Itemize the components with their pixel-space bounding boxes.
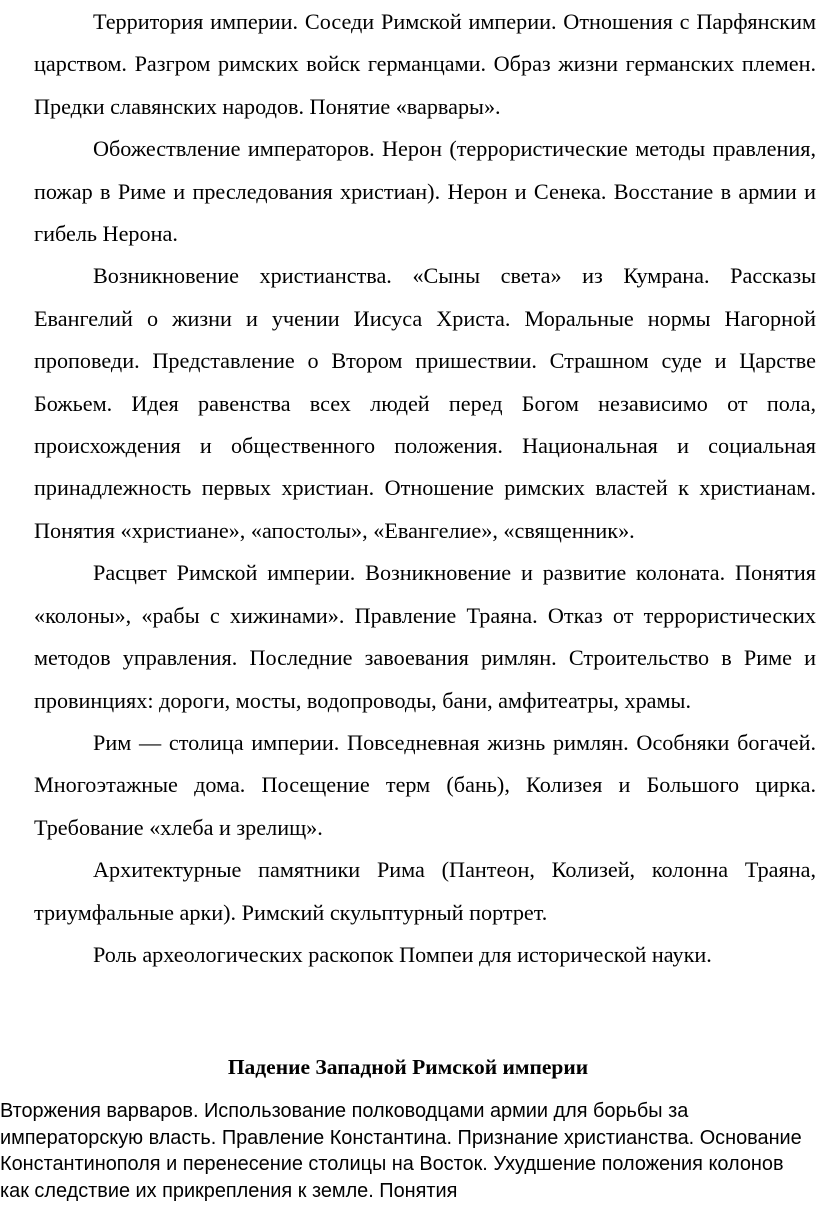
document-body <box>34 1 816 976</box>
paragraph-flourishing: Расцвет Римской империи. Возникновение и развитие колоната. Понятия «колоны», «рабы с хижинами». Правление Траяна. Отказ от террористических методов управления. Последние завоевания римлян. Строительство в Риме и провинциях: дороги, мосты, водопроводы, бани, амфитеатры, храмы. <box>34 560 816 713</box>
paragraph-christianity: Возникновение христианства. «Сыны света» из Кумрана. Рассказы Евангелий о жизни и учении Иисуса Христа. Моральные нормы Нагорной проповеди. Представление о Втором пришествии. Страшном суде и Царстве Божьем. Идея равенства всех людей перед Богом независимо от пола, происхождения и общественного положения. Национальная и социальная принадлежность первых христиан. Отношение римских властей к христианам. Понятия «христиане», «апостолы», «Евангелие», «священник». <box>34 263 816 543</box>
paragraph-barbarian-invasions: Вторжения варваров. Использование полководцами армии для борьбы за императорскую власть. Правление Константина. Признание христианства. Основание Константинополя и перенесение столицы на Восток. Ухудшение положения колонов как следствие их прикрепления к земле. Понятия <box>0 1100 802 1202</box>
paragraph-deification: Обожествление императоров. Нерон (террористические методы правления, пожар в Риме и преследования христиан). Нерон и Сенека. Восстание в армии и гибель Нерона. <box>34 136 816 247</box>
paragraph-architecture: Архитектурные памятники Рима (Пантеон, Колизей, колонна Траяна, триумфальные арки). Римский скульптурный портрет. <box>34 857 816 925</box>
paragraph-territory: Территория империи. Соседи Римской империи. Отношения с Парфянским царством. Разгром римских войск германцами. Образ жизни германских племен. Предки славянских народов. Понятие «варвары». <box>34 9 816 119</box>
paragraph-pompeii: Роль археологических раскопок Помпеи для исторической науки. <box>93 941 712 967</box>
paragraph-rome-capital: Рим — столица империи. Повседневная жизнь римлян. Особняки богачей. Многоэтажные дома. Посещение терм (бань), Колизея и Большого цирка. Требование «хлеба и зрелищ». <box>34 729 816 840</box>
section-heading: Падение Западной Римской империи <box>227 1055 589 1079</box>
